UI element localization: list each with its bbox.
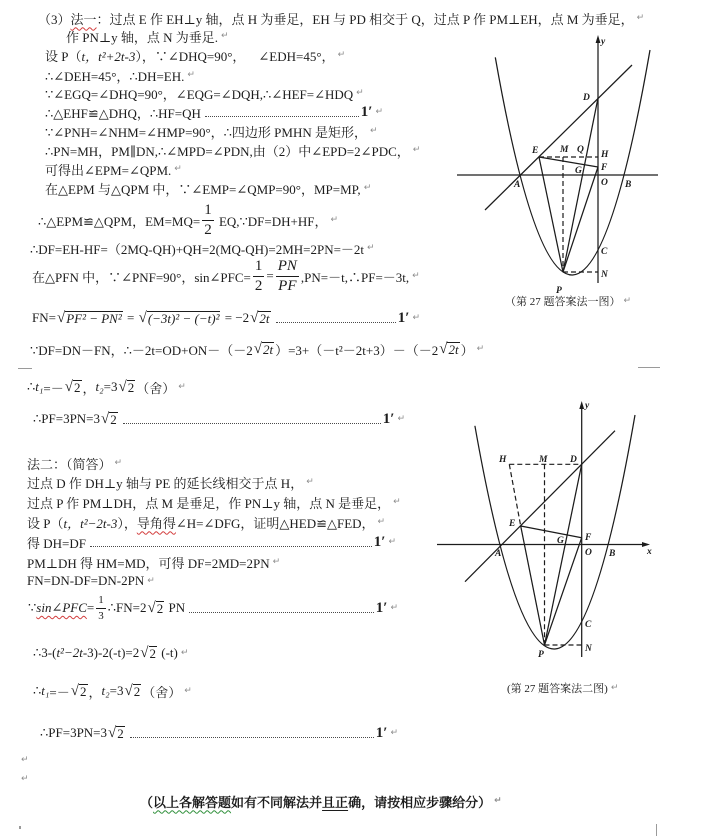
variable-t1: t₁ — [41, 683, 50, 698]
radicand: 2 — [74, 379, 81, 395]
method1-line-5 — [45, 83, 364, 103]
line-text: ∵DF=DN－FN，∴－2t=OD+ON－（－2 — [30, 342, 253, 358]
square-root — [250, 311, 270, 326]
method1-line-7 — [45, 121, 378, 141]
line-text: EQ,∵DF=DH+HF， — [215, 213, 328, 229]
radical-sign: √ — [439, 340, 448, 357]
label-point-e: E — [509, 519, 516, 529]
square-root — [108, 726, 125, 741]
method2-line-4 — [27, 512, 385, 532]
fraction-numerator: 1 — [202, 202, 214, 221]
line-text: ：过点 E 作 EH⊥y 轴，点 H 为垂足，EH 与 PD 相交于 Q，过点 P 作 PM⊥EH，点 M 为垂足， — [96, 11, 634, 27]
method-label: 法一 — [70, 11, 97, 27]
method2-line-10 — [33, 681, 192, 701]
radicand: 2 — [133, 683, 141, 699]
y-axis-arrow-icon — [579, 401, 584, 409]
label-point-m: M — [539, 455, 548, 465]
fraction — [96, 594, 106, 621]
paragraph-mark: ↵ — [397, 414, 405, 424]
method2-line-11 — [40, 723, 398, 743]
label-point-n: N — [585, 644, 592, 654]
paragraph-mark: ↵ — [306, 477, 314, 487]
label-point-b: B — [625, 180, 632, 190]
score-mark: 1′ — [375, 724, 388, 741]
score-mark: 1′ — [382, 410, 395, 427]
radical-sign: √ — [140, 644, 149, 661]
radicand: 2t — [259, 310, 270, 326]
square-root — [254, 342, 274, 357]
radical-sign: √ — [56, 309, 66, 326]
method1-line-2 — [66, 26, 229, 46]
grammar-flagged-text: 以上各解答题 — [153, 794, 232, 810]
paragraph-mark: ↵ — [21, 755, 29, 765]
y-axis-arrow-icon — [596, 35, 601, 43]
paragraph-mark: ↵ — [412, 145, 421, 155]
line-text: 可得出∠EPM=∠QPM. — [45, 162, 172, 178]
method2-line-6 — [27, 552, 280, 572]
radicand: 2 — [156, 600, 164, 616]
label-point-c: C — [585, 620, 592, 630]
fraction — [276, 258, 299, 294]
empty-paragraph — [18, 769, 29, 789]
note-text: 如有不同解法并 — [231, 794, 323, 810]
variable-t2: t₂ — [95, 379, 104, 394]
figure-1-caption — [505, 291, 631, 311]
paragraph-mark: ↵ — [272, 557, 281, 567]
paragraph-mark: ↵ — [388, 537, 396, 547]
line-text: (-t) — [158, 645, 178, 660]
variable-t2: t₂ — [101, 683, 110, 698]
fraction-numerator: PN — [276, 258, 299, 277]
dot-leader — [90, 546, 372, 547]
radical-sign: √ — [138, 309, 147, 326]
square-root — [125, 684, 142, 699]
square-root — [147, 601, 164, 616]
fraction-denominator: 3 — [98, 609, 104, 622]
dot-leader — [189, 612, 374, 613]
paragraph-mark: ↵ — [178, 382, 186, 392]
paragraph-mark: ↵ — [377, 517, 386, 527]
radicand: 2t — [262, 341, 274, 357]
fraction — [253, 258, 265, 294]
method2-line-2 — [27, 472, 314, 492]
paragraph-mark: ↵ — [184, 686, 192, 696]
line-text: ∵∠PNH=∠NHM=∠HMP=90°，∴四边形 PMHN 是矩形， — [45, 124, 367, 140]
method1-line-12 — [30, 238, 375, 258]
label-y-axis: y — [585, 401, 590, 411]
radicand: 2 — [127, 379, 135, 395]
line-text: （舍） — [136, 380, 176, 396]
line-text: 在△EPM 与△QPM 中，∵∠EMP=∠QMP=90°，MP=MP, — [45, 181, 361, 197]
line-text: = — [123, 310, 138, 325]
radical-sign: √ — [147, 599, 156, 616]
line-text: ∴PF=3PN=3 — [33, 411, 101, 426]
paragraph-mark: ↵ — [187, 70, 195, 80]
radicand: 2 — [80, 683, 87, 699]
caption-text: (第 27 题答案法二图) — [507, 683, 608, 695]
label-point-q: Q — [577, 145, 584, 155]
score-mark: 1′ — [373, 533, 386, 550]
paragraph-mark: ↵ — [393, 497, 401, 507]
figure-2-caption — [507, 678, 618, 698]
label-point-h: H — [499, 455, 507, 465]
line-text: ∴ — [27, 379, 36, 394]
figure-method-2 — [430, 395, 670, 665]
expression: t²−2t — [56, 645, 83, 660]
label-point-g: G — [575, 166, 582, 176]
dot-leader — [130, 737, 374, 738]
radicand: 2 — [149, 645, 156, 661]
grading-note — [140, 791, 502, 811]
paragraph-mark: ↵ — [476, 344, 485, 354]
line-text: 过点 D 作 DH⊥y 轴与 PE 的延长线相交于点 H， — [27, 475, 304, 491]
label-point-d: D — [583, 93, 590, 103]
label-x-axis: x — [647, 547, 652, 557]
square-root — [140, 646, 157, 661]
line-ad — [465, 431, 615, 582]
label-point-h: H — [601, 150, 609, 160]
method1-line-1 — [38, 8, 644, 28]
part-number: （3） — [38, 11, 71, 27]
figure-method-1 — [450, 30, 665, 295]
dashed-segment-he — [509, 464, 520, 526]
paragraph-mark: ↵ — [147, 576, 155, 586]
radical-sign: √ — [124, 682, 133, 699]
line-text: 在△PFN 中，∵∠PNF=90°，sin∠PFC= — [32, 269, 251, 285]
method1-line-8 — [45, 140, 420, 160]
line-text: ∴DF=EH-HF=（2MQ-QH)+QH=2(MQ-QH)=2MH=2PN=－2t — [30, 241, 365, 257]
label-point-b: B — [609, 549, 616, 559]
label-point-a: A — [495, 549, 502, 559]
radical-sign: √ — [101, 410, 110, 427]
method2-line-3 — [27, 492, 401, 512]
radical-sign: √ — [70, 682, 79, 699]
line-text: ， — [82, 380, 96, 396]
label-point-a: A — [514, 180, 521, 190]
score-mark: 1′ — [397, 309, 410, 326]
line-text: ∠H=∠DFG，证明△HED≌△FED， — [175, 515, 375, 531]
method1-line-17 — [33, 409, 405, 429]
point-coordinates: t，t²−2t-3 — [63, 515, 118, 531]
label-point-o: O — [585, 548, 592, 558]
label-point-p: P — [556, 286, 562, 295]
line-text: ）， — [117, 515, 137, 531]
radicand: PF² − PN² — [66, 310, 122, 326]
line-text: ， — [88, 684, 102, 700]
line-text: =3 — [109, 683, 124, 698]
paragraph-mark: ↵ — [636, 13, 645, 23]
line-text: 作 PN⊥y 轴，点 N 为垂足. — [66, 29, 218, 45]
equals-sign: = — [266, 268, 274, 283]
square-root — [57, 311, 123, 326]
square-root — [65, 380, 82, 395]
paragraph-mark: ↵ — [180, 648, 189, 658]
paragraph-mark: ↵ — [412, 313, 420, 323]
fraction-numerator: 1 — [253, 258, 265, 277]
line-text: ∴3-( — [33, 645, 57, 660]
method2-heading — [27, 453, 122, 473]
radicand: 2 — [117, 725, 124, 741]
line-text: = −2 — [221, 310, 250, 325]
label-point-g: G — [557, 536, 564, 546]
line-text: 设 P（ — [27, 515, 64, 531]
line-text: =－ — [49, 684, 70, 700]
equals-sign: = — [86, 600, 95, 615]
radical-sign: √ — [253, 340, 262, 357]
square-root — [71, 684, 88, 699]
radical-sign: √ — [64, 378, 73, 395]
method1-line-15 — [30, 339, 484, 359]
paragraph-mark: ↵ — [174, 164, 182, 174]
segment-ep — [521, 526, 545, 645]
method1-line-10 — [45, 178, 371, 198]
fraction-denominator: 2 — [204, 221, 212, 238]
line-text: ∴PF=3PN=3 — [40, 725, 108, 740]
method1-line-9 — [45, 159, 182, 179]
segment-ef — [521, 526, 582, 538]
square-root — [101, 412, 118, 427]
radicand: (−3t)² − (−t)² — [147, 310, 220, 326]
score-mark: 1′ — [375, 599, 388, 616]
method1-line-3 — [45, 45, 345, 65]
score-mark: 1′ — [360, 103, 373, 120]
radical-sign: √ — [118, 378, 127, 395]
caption-text: （第 27 题答案法一图） — [505, 296, 621, 308]
line-text: 过点 P 作 PM⊥DH，点 M 是垂足，作 PN⊥y 轴，点 N 是垂足， — [27, 495, 391, 511]
line-text: ∴△EPM≌△QPM，EM=MQ= — [38, 213, 201, 229]
method2-line-7 — [27, 571, 155, 591]
label-y-axis: y — [601, 37, 606, 47]
method2-line-8 — [28, 594, 398, 622]
label-point-p: P — [538, 650, 544, 660]
line-text: ）=3+（－t²－2t+3）－（－2 — [275, 342, 439, 358]
method1-line-4 — [45, 65, 195, 85]
paragraph-mark: ↵ — [494, 796, 502, 806]
page-corner-mark — [638, 367, 660, 368]
label-point-d: D — [570, 455, 577, 465]
label-point-n: N — [601, 270, 608, 280]
paragraph-mark: ↵ — [623, 296, 632, 306]
method1-line-6 — [45, 102, 383, 122]
method1-line-14 — [32, 308, 420, 328]
note-text: （ — [140, 794, 154, 810]
segment-dp — [563, 98, 598, 272]
spellcheck-flagged-text: sin∠PFC — [36, 600, 87, 615]
fraction — [202, 202, 214, 238]
underlined-text: 且正 — [322, 794, 349, 810]
line-text: =3 — [103, 379, 118, 394]
label-point-f: F — [601, 163, 608, 173]
line-text: 得 DH=DF — [27, 535, 86, 551]
label-point-o: O — [601, 178, 608, 188]
method2-line-9 — [33, 643, 188, 663]
radicand: 2 — [110, 411, 117, 427]
paragraph-mark: ↵ — [356, 88, 364, 98]
paragraph-mark: ↵ — [375, 107, 383, 117]
note-text: 确，请按相应步骤给分） — [348, 794, 492, 810]
line-text: ∴FN=2 — [107, 600, 147, 615]
line-text: （舍） — [142, 684, 182, 700]
page-corner-mark — [19, 826, 21, 829]
paragraph-mark: ↵ — [412, 271, 420, 281]
paragraph-mark: ↵ — [370, 126, 378, 136]
paragraph-mark: ↵ — [220, 31, 229, 41]
radical-sign: √ — [250, 309, 259, 326]
line-text: 设 P（ — [45, 48, 82, 64]
line-text: FN= — [32, 310, 56, 325]
line-text: ∴PN=MH，PM∥DN,∴∠MPD=∠PDN,由（2）中∠EPD=2∠PDC， — [45, 143, 410, 159]
method1-line-16 — [27, 377, 186, 397]
label-point-c: C — [601, 247, 608, 257]
page-corner-mark — [18, 368, 32, 369]
empty-paragraph — [18, 750, 29, 770]
point-coordinates: t，t²+2t-3 — [81, 48, 136, 64]
line-text: PM⊥DH 得 HM=MD，可得 DF=2MD=2PN — [27, 555, 270, 571]
square-root — [139, 311, 221, 326]
dot-leader — [205, 116, 359, 117]
fraction-denominator: 2 — [254, 277, 263, 294]
line-text: ∵∠EGQ=∠DHQ=90°，∠EQG=∠DQH,∴∠HEF=∠HDQ — [45, 86, 354, 102]
paragraph-mark: ↵ — [114, 458, 123, 468]
radicand: 2t — [448, 341, 459, 357]
line-text: ） — [460, 342, 474, 358]
method1-line-13 — [32, 258, 420, 294]
paragraph-mark: ↵ — [330, 215, 339, 225]
line-text: FN=DN-DF=DN-2PN — [27, 573, 145, 588]
variable-t1: t₁ — [35, 379, 44, 394]
line-text: =－ — [43, 380, 64, 396]
paragraph-mark: ↵ — [390, 603, 398, 613]
label-point-e: E — [532, 146, 539, 156]
line-text: ∴△EHF≌△DHQ，∴HF=QH — [45, 105, 201, 121]
line-ad — [485, 65, 632, 210]
paragraph-mark: ↵ — [337, 50, 346, 60]
dot-leader — [276, 322, 396, 323]
method2-line-5 — [27, 532, 396, 552]
segment-ep — [539, 157, 563, 272]
line-text: ∴∠DEH=45°，∴DH=EH. — [45, 68, 185, 84]
method1-line-11 — [38, 202, 339, 238]
label-point-f: F — [585, 533, 592, 543]
line-text: ∴ — [33, 683, 42, 698]
label-point-m: M — [560, 145, 569, 155]
line-text: ∵ — [28, 600, 37, 615]
radical-sign: √ — [108, 724, 117, 741]
paragraph-mark: ↵ — [363, 183, 372, 193]
fraction-numerator: 1 — [96, 594, 106, 608]
line-text: ,PN=－t,∴PF=－3t, — [300, 269, 410, 285]
square-root — [439, 342, 459, 357]
spellcheck-flagged-text: 导角得 — [136, 515, 176, 531]
segment-ef — [539, 157, 598, 167]
dot-leader — [123, 423, 381, 424]
paragraph-mark: ↵ — [610, 683, 619, 693]
paragraph-mark: ↵ — [367, 243, 375, 253]
line-text: PN — [165, 600, 186, 615]
page-corner-mark — [656, 824, 657, 836]
fraction-denominator: PF — [278, 277, 297, 294]
method-label: 法二：（简答） — [27, 456, 112, 472]
paragraph-mark: ↵ — [21, 774, 29, 784]
line-text: -3)-2(-t)=2 — [82, 645, 140, 660]
square-root — [119, 380, 136, 395]
paragraph-mark: ↵ — [390, 728, 398, 738]
line-text: ），∵∠DHQ=90°， ∠EDH=45°， — [135, 48, 335, 64]
